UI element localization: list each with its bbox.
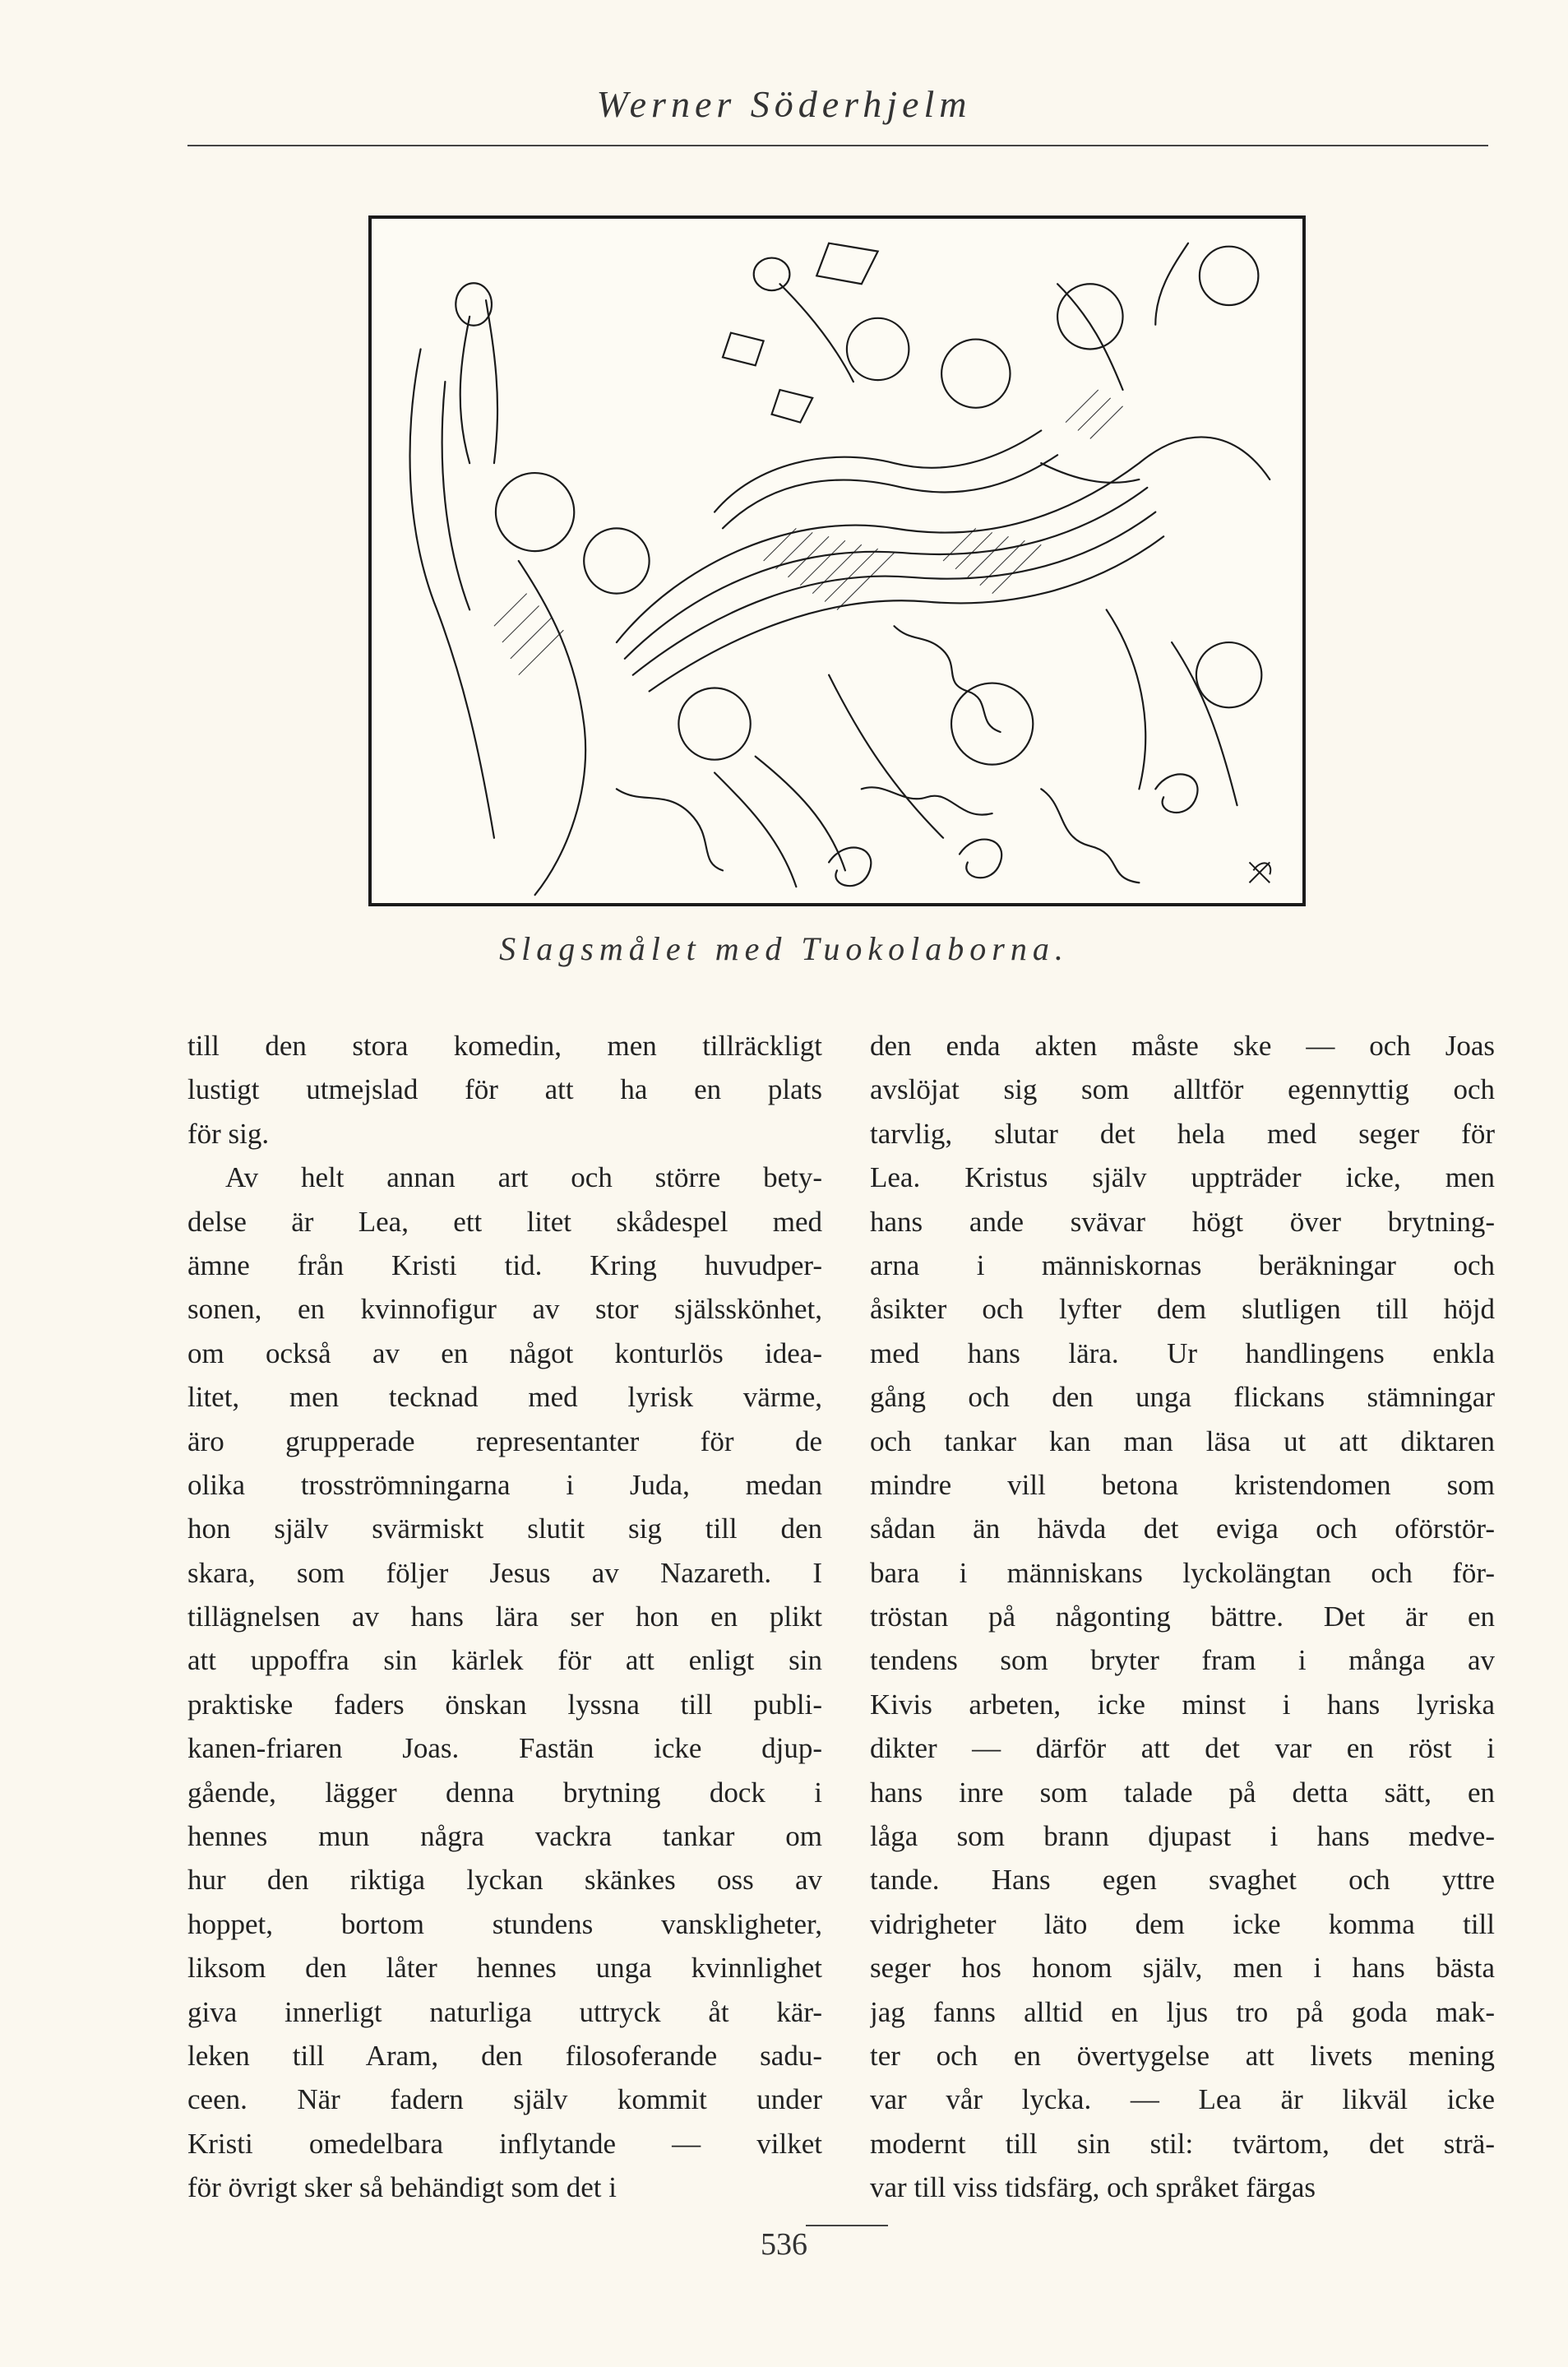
- text-line: tröstan på någonting bättre. Det är en: [870, 1600, 1495, 1633]
- text-line: arna i människornas beräkningar och: [870, 1248, 1495, 1281]
- text-line: tande. Hans egen svaghet och yttre: [870, 1864, 1495, 1897]
- text-line: ceen. När fadern själv kommit under: [187, 2083, 822, 2116]
- text-line: äro grupperade representanter för de: [187, 1424, 822, 1457]
- text-line: leken till Aram, den filosoferande sadu-: [187, 2039, 822, 2072]
- header-rule: [187, 145, 1488, 146]
- text-line: var vår lycka. — Lea är likväl icke: [870, 2083, 1495, 2116]
- right-text-column: [870, 1024, 1495, 2210]
- text-line: sonen, en kvinnofigur av stor själsskönhet,: [187, 1293, 822, 1326]
- text-line: olika trosströmningarna i Juda, medan: [187, 1468, 822, 1501]
- text-line: åsikter och lyfter dem slutligen till höjd: [870, 1293, 1495, 1326]
- text-line: litet, men tecknad med lyrisk värme,: [187, 1381, 822, 1414]
- text-line: tarvlig, slutar det hela med seger för: [870, 1117, 1495, 1150]
- left-text-column: [187, 1024, 822, 2210]
- text-line: hans ande svävar högt över brytning-: [870, 1205, 1495, 1238]
- text-line: för övrigt sker så behändigt som det i: [187, 2171, 617, 2204]
- text-line: för sig.: [187, 1117, 270, 1150]
- text-line: den enda akten måste ske — och Joas: [870, 1030, 1495, 1062]
- text-line: delse är Lea, ett litet skådespel med: [187, 1205, 822, 1238]
- text-line: vidrigheter läto dem icke komma till: [870, 1907, 1495, 1940]
- text-line: hennes mun några vackra tankar om: [187, 1820, 822, 1853]
- text-line: avslöjat sig som alltför egennyttig och: [870, 1073, 1495, 1106]
- text-line: bara i människans lyckolängtan och för-: [870, 1556, 1495, 1589]
- text-line: giva innerligt naturliga uttryck åt kär-: [187, 1995, 822, 2028]
- text-line: Kivis arbeten, icke minst i hans lyriska: [870, 1688, 1495, 1721]
- text-line: gående, lägger denna brytning dock i: [187, 1776, 822, 1809]
- text-line: hans inre som talade på detta sätt, en: [870, 1776, 1495, 1809]
- text-line: var till viss tidsfärg, och språket färgas: [870, 2171, 1316, 2204]
- text-line: hon själv svärmiskt slutit sig till den: [187, 1512, 822, 1545]
- text-line: tendens som bryter fram i många av: [870, 1644, 1495, 1677]
- text-line: att uppoffra sin kärlek för att enligt sin: [187, 1644, 822, 1677]
- brawl-illustration: [368, 215, 1306, 906]
- text-line: liksom den låter hennes unga kvinnlighet: [187, 1952, 822, 1985]
- illustration-drawing: [372, 219, 1302, 903]
- text-line: hur den riktiga lyckan skänkes oss av: [187, 1864, 822, 1897]
- text-line: ämne från Kristi tid. Kring huvudper-: [187, 1248, 822, 1281]
- text-line: hoppet, bortom stundens vanskligheter,: [187, 1907, 822, 1940]
- text-line: gång och den unga flickans stämningar: [870, 1381, 1495, 1414]
- page-number: 536: [761, 2227, 807, 2262]
- running-title: Werner Söderhjelm: [596, 83, 972, 125]
- text-line: tillägnelsen av hans lära ser hon en plikt: [187, 1600, 822, 1633]
- text-line: lustigt utmejslad för att ha en plats: [187, 1073, 822, 1106]
- text-line: mindre vill betona kristendomen som: [870, 1468, 1495, 1501]
- text-line: jag fanns alltid en ljus tro på goda mak-: [870, 1995, 1495, 2028]
- text-line: skara, som följer Jesus av Nazareth. I: [187, 1556, 822, 1589]
- text-line: kanen-friaren Joas. Fastän icke djup-: [187, 1732, 822, 1765]
- text-line: låga som brann djupast i hans medve-: [870, 1820, 1495, 1853]
- text-line: dikter — därför att det var en röst i: [870, 1732, 1495, 1765]
- text-line: till den stora komedin, men tillräckligt: [187, 1030, 822, 1062]
- text-line: och tankar kan man läsa ut att diktaren: [870, 1424, 1495, 1457]
- text-line: Kristi omedelbara inflytande — vilket: [187, 2127, 822, 2160]
- figure-caption: Slagsmålet med Tuokolaborna.: [499, 930, 1069, 967]
- text-line: ter och en övertygelse att livets mening: [870, 2039, 1495, 2072]
- text-line: sådan än hävda det eviga och oförstör-: [870, 1512, 1495, 1545]
- text-line: om också av en något konturlös idea-: [187, 1336, 822, 1369]
- text-line: modernt till sin stil: tvärtom, det strä-: [870, 2127, 1495, 2160]
- text-line: praktiske faders önskan lyssna till publi-: [187, 1688, 822, 1721]
- text-line: Av helt annan art och större bety-: [225, 1161, 822, 1194]
- text-line: seger hos honom själv, men i hans bästa: [870, 1952, 1495, 1985]
- text-line: med hans lära. Ur handlingens enkla: [870, 1336, 1495, 1369]
- text-line: Lea. Kristus själv uppträder icke, men: [870, 1161, 1495, 1194]
